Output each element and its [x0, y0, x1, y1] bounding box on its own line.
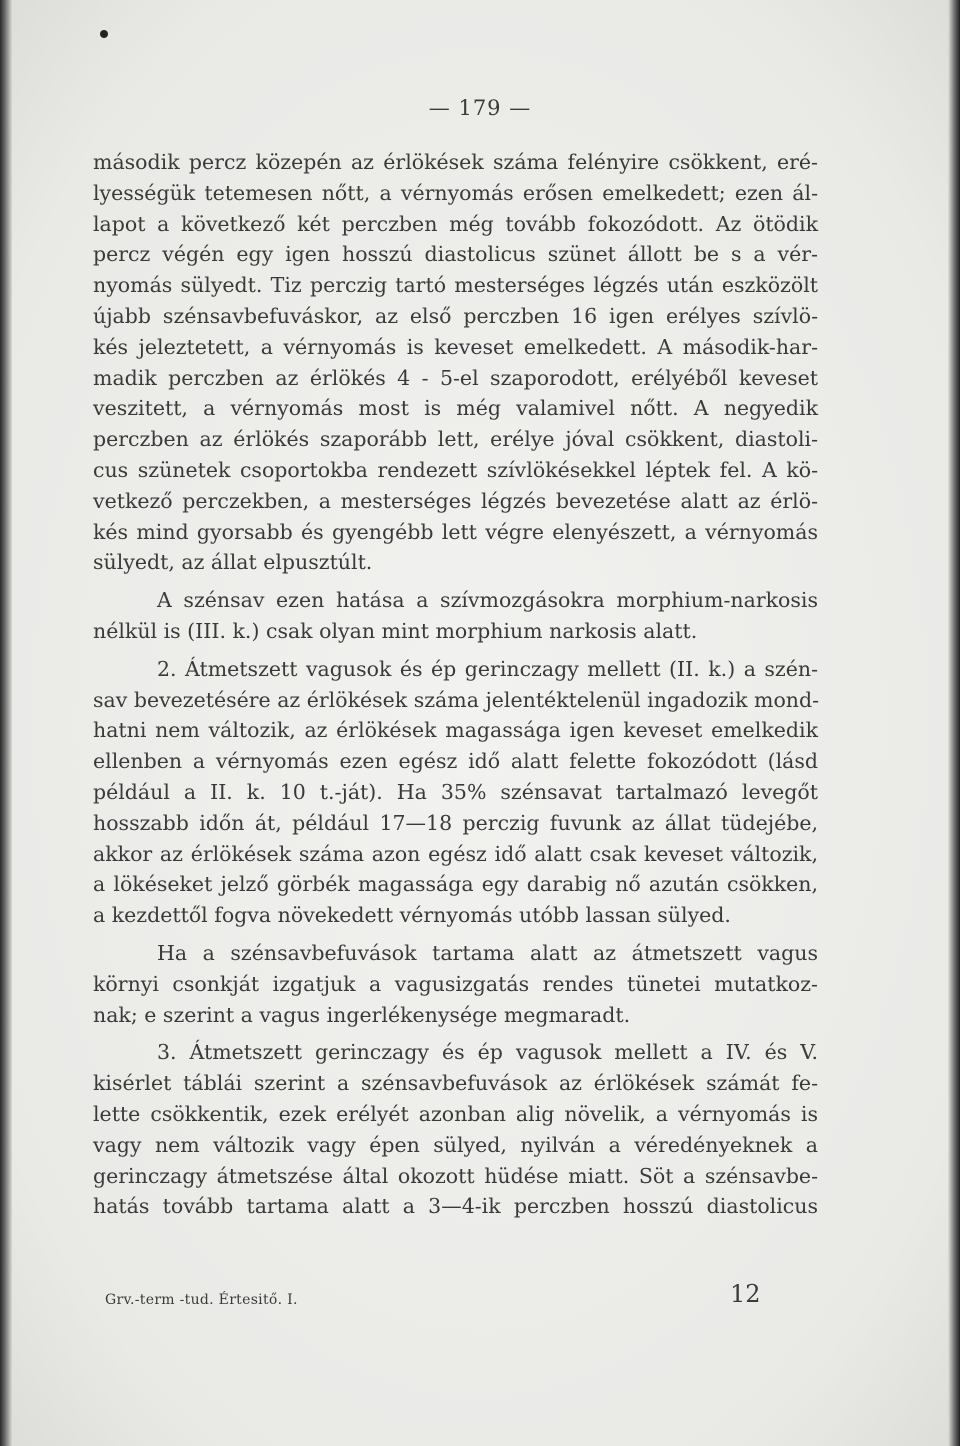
text-line: sav bevezetésére az érlökések száma jelentéktelenül ingadozik mond-: [93, 687, 820, 712]
text-line: hatás tovább tartama alatt a 3—4-ik perczben hosszú diastolicus: [93, 1194, 818, 1219]
paragraph: [93, 938, 818, 1030]
paragraph: [93, 654, 818, 931]
text-line: kés jeleztetett, a vérnyomás is keveset emelkedett. A második-har-: [93, 334, 818, 359]
paragraph: [93, 1037, 818, 1222]
text-line: 3. Átmetszett gerinczagy és ép vagusok mellett a IV. és V.: [157, 1040, 818, 1065]
text-line: lyességük tetemesen nőtt, a vérnyomás erősen emelkedett; ezen ál-: [93, 180, 818, 205]
text-line: a lökéseket jelző görbék magassága egy darabig nő azután csökken,: [93, 872, 818, 897]
text-line: A szénsav ezen hatása a szívmozgásokra morphium-narkosis: [157, 588, 818, 613]
text-line: 2. Átmetszett vagusok és ép gerinczagy mellett (II. k.) a szén-: [157, 656, 818, 681]
scan-right-edge: [948, 0, 960, 1446]
paragraph: [93, 585, 818, 647]
text-line: lapot a következő két perczben még tovább fokozódott. Az ötödik: [93, 211, 818, 236]
footer-signature: Grv.-term -tud. Értesitő. I.: [105, 1292, 298, 1308]
text-line: a kezdettől fogva növekedett vérnyomás utóbb lassan sülyed.: [93, 903, 731, 928]
text-line: gerinczagy átmetszése által okozott hüdése miatt. Söt a szénsavbe-: [93, 1163, 818, 1188]
text-line: vagy nem változik vagy épen sülyed, nyilván a véredényeknek a: [93, 1132, 818, 1157]
scan-left-edge: [0, 0, 12, 1446]
body-text: [93, 147, 818, 1222]
page-number: — 179 —: [428, 96, 532, 120]
text-line: nak; e szerint a vagus ingerlékenysége megmaradt.: [93, 1002, 631, 1027]
text-line: kisérlet táblái szerint a szénsavbefuvások az érlökések számát fe-: [93, 1071, 818, 1096]
text-line: lette csökkentik, ezek erélyét azonban alig növelik, a vérnyomás is: [93, 1101, 818, 1126]
text-line: akkor az érlökések száma azon egész idő alatt csak keveset változik,: [93, 841, 818, 866]
text-line: például a II. k. 10 t.-ját). Ha 35% szénsavat tartalmazó levegőt: [93, 779, 818, 804]
text-line: perczben az érlökés szaporább lett, erélye jóval csökkent, diastoli-: [93, 427, 818, 452]
text-line: Ha a szénsavbefuvások tartama alatt az átmetszett vagus: [157, 940, 818, 965]
text-line: veszitett, a vérnyomás most is még valamivel nőtt. A negyedik: [93, 396, 818, 421]
text-line: vetkező perczekben, a mesterséges légzés bevezetése alatt az érlö-: [93, 488, 818, 513]
text-line: hatni nem változik, az érlökések magassága igen keveset emelkedik: [93, 718, 818, 743]
text-line: nyomás sülyedt. Tiz perczig tartó mesterséges légzés után eszközölt: [93, 273, 818, 298]
sheet-number: 12: [730, 1280, 761, 1308]
text-line: ellenben a vérnyomás ezen egész idő alatt felette fokozódott (lásd: [93, 749, 818, 774]
text-line: hosszabb időn át, például 17—18 perczig fuvunk az állat tüdejébe,: [93, 810, 818, 835]
text-line: madik perczben az érlökés 4 - 5-el szaporodott, erélyéből keveset: [93, 365, 818, 390]
text-line: újabb szénsavbefuváskor, az első perczben 16 igen erélyes szívlö-: [93, 303, 818, 328]
text-line: környi csonkját izgatjuk a vagusizgatás rendes tünetei mutatkoz-: [93, 971, 818, 996]
text-line: második percz közepén az érlökések száma felényire csökkent, eré-: [93, 150, 818, 174]
text-line: nélkül is (III. k.) csak olyan mint morphium narkosis alatt.: [93, 618, 698, 643]
text-line: percz végén egy igen hosszú diastolicus szünet állott be s a vér-: [93, 242, 818, 267]
text-line: kés mind gyorsabb és gyengébb lett végre elenyészett, a vérnyomás: [93, 519, 818, 544]
text-line: sülyedt, az állat elpusztúlt.: [93, 550, 373, 575]
paragraph: [93, 147, 818, 578]
ink-dot: [100, 30, 108, 38]
text-line: cus szünetek csoportokba rendezett szívlökésekkel léptek fel. A kö-: [93, 457, 818, 482]
